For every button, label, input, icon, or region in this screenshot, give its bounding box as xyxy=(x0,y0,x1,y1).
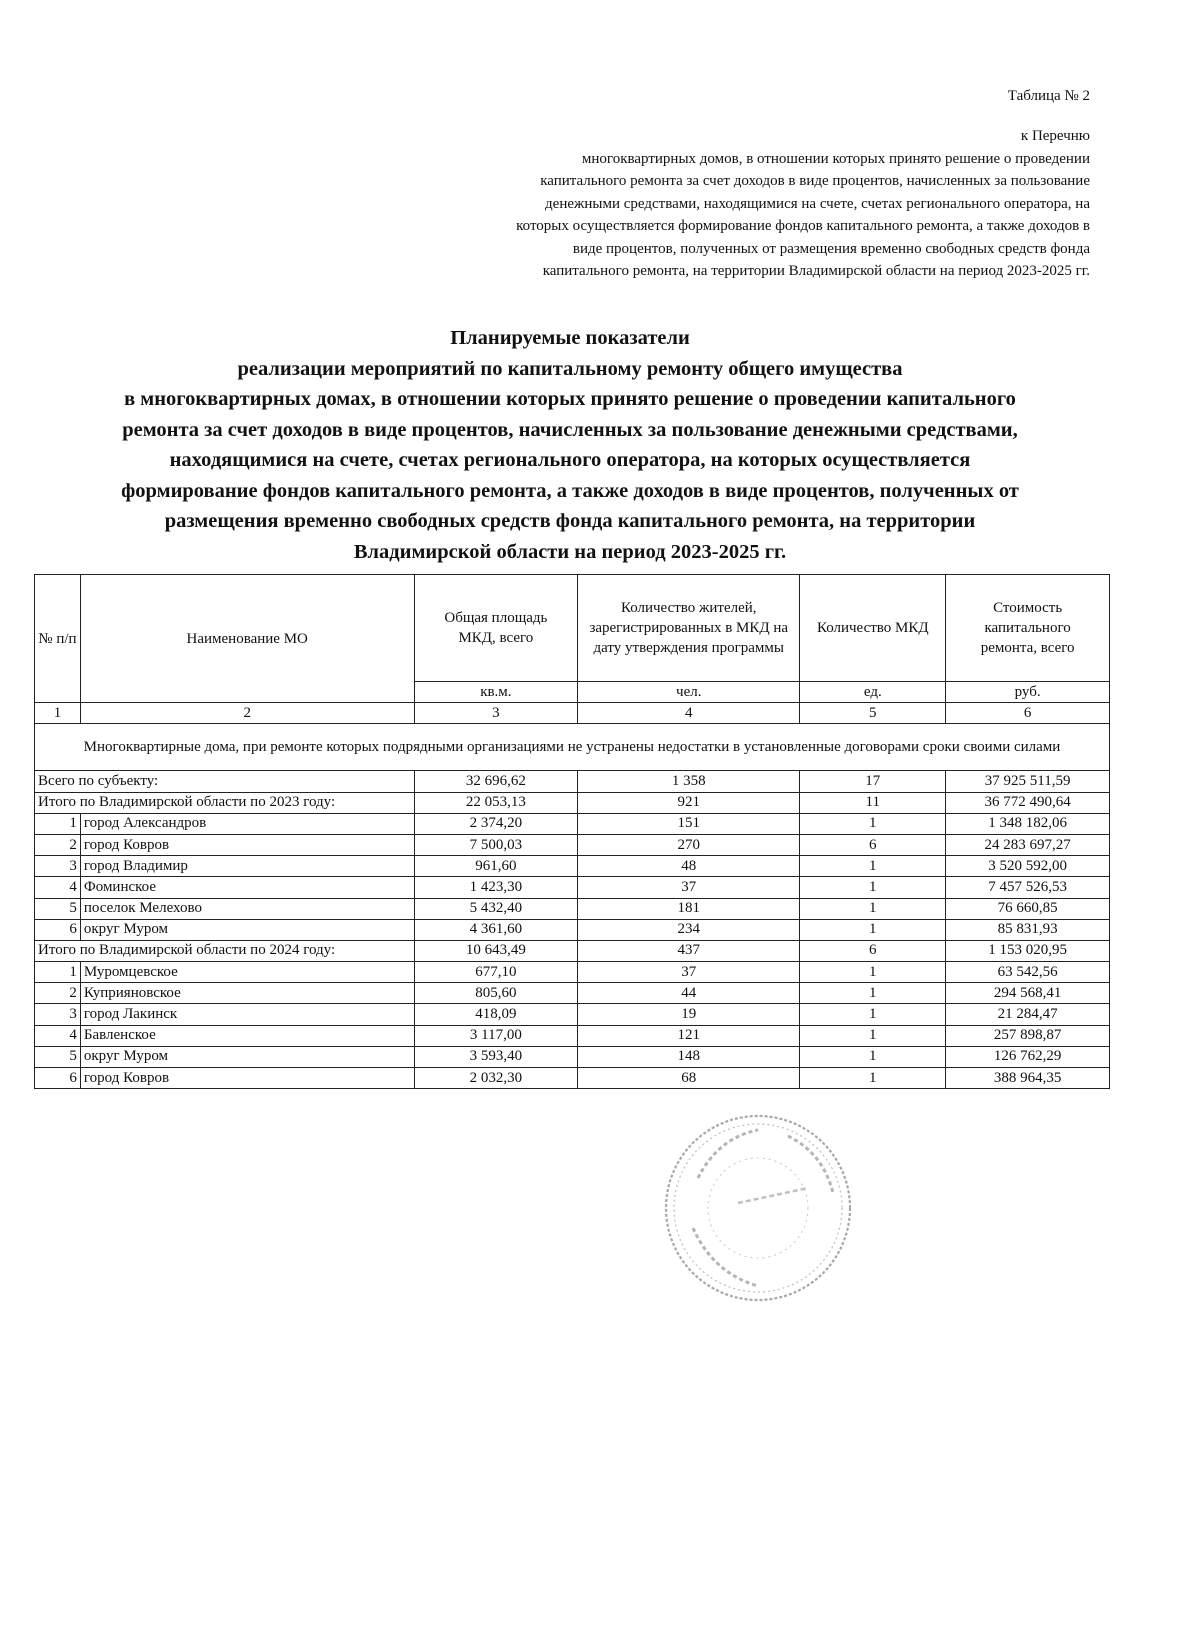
row-name: город Владимир xyxy=(80,856,414,877)
appendix-line: виде процентов, полученных от размещения временно свободных средств фонда xyxy=(572,240,1090,257)
column-number: 4 xyxy=(578,703,800,724)
row-cost: 63 542,56 xyxy=(946,962,1110,983)
row-name: Бавленское xyxy=(80,1025,414,1046)
row-name: город Лакинск xyxy=(80,1004,414,1025)
row-residents: 37 xyxy=(578,877,800,898)
row-name: город Александров xyxy=(80,813,414,834)
row-area: 5 432,40 xyxy=(414,898,578,919)
column-numbers-row xyxy=(35,703,1110,724)
row-num: 2 xyxy=(35,834,81,855)
table-row xyxy=(35,856,1110,877)
row-residents: 19 xyxy=(578,1004,800,1025)
row-num: 6 xyxy=(35,1068,81,1089)
row-name: поселок Мелехово xyxy=(80,898,414,919)
table-row xyxy=(35,1068,1110,1089)
row-count: 1 xyxy=(800,813,946,834)
row-name: Фоминское xyxy=(80,877,414,898)
column-number: 6 xyxy=(946,703,1110,724)
row-num: 6 xyxy=(35,919,81,940)
table-row xyxy=(35,813,1110,834)
unit-area: кв.м. xyxy=(414,682,578,703)
row-residents: 181 xyxy=(578,898,800,919)
row-count: 1 xyxy=(800,856,946,877)
row-num: 3 xyxy=(35,856,81,877)
table-row xyxy=(35,983,1110,1004)
group-count: 6 xyxy=(800,940,946,961)
table-row xyxy=(35,1025,1110,1046)
row-cost: 126 762,29 xyxy=(946,1046,1110,1067)
appendix-line: капитального ремонта, на территории Владимирской области на период 2023-2025 гг. xyxy=(542,263,1090,279)
row-residents: 121 xyxy=(578,1025,800,1046)
row-count: 1 xyxy=(800,1004,946,1025)
row-cost: 21 284,47 xyxy=(946,1004,1110,1025)
table-row xyxy=(35,1046,1110,1067)
row-area: 4 361,60 xyxy=(414,919,578,940)
row-name: город Ковров xyxy=(80,1068,414,1089)
appendix-line: которых осуществляется формирование фондов капитального ремонта, а также доходов в xyxy=(516,218,1090,234)
row-area: 805,60 xyxy=(414,983,578,1004)
title-line: ремонта за счет доходов в виде процентов, начисленных за пользование денежными средствами, xyxy=(122,418,1018,441)
row-area: 677,10 xyxy=(414,962,578,983)
total-row xyxy=(35,771,1110,792)
row-count: 1 xyxy=(800,1068,946,1089)
table-row xyxy=(35,898,1110,919)
row-cost: 76 660,85 xyxy=(946,898,1110,919)
appendix-line: капитального ремонта за счет доходов в виде процентов, начисленных за пользование xyxy=(540,173,1090,189)
row-num: 5 xyxy=(35,898,81,919)
row-num: 1 xyxy=(35,962,81,983)
row-residents: 44 xyxy=(578,983,800,1004)
header-area: Общая площадь МКД, всего xyxy=(414,575,578,682)
row-area: 418,09 xyxy=(414,1004,578,1025)
table-row xyxy=(35,919,1110,940)
row-num: 5 xyxy=(35,1046,81,1067)
row-area: 3 593,40 xyxy=(414,1046,578,1067)
row-num: 4 xyxy=(35,1025,81,1046)
title-line: реализации мероприятий по капитальному ремонту общего имущества xyxy=(237,357,903,380)
group-total-row xyxy=(35,940,1110,961)
row-num: 3 xyxy=(35,1004,81,1025)
row-cost: 388 964,35 xyxy=(946,1068,1110,1089)
group-area: 22 053,13 xyxy=(414,792,578,813)
header-num: № п/п xyxy=(35,575,81,703)
appendix-line: многоквартирных домов, в отношении которых принято решение о проведении xyxy=(581,150,1090,167)
row-cost: 257 898,87 xyxy=(946,1025,1110,1046)
row-area: 961,60 xyxy=(414,856,578,877)
unit-count: ед. xyxy=(800,682,946,703)
row-residents: 234 xyxy=(578,919,800,940)
row-area: 3 117,00 xyxy=(414,1025,578,1046)
row-cost: 3 520 592,00 xyxy=(946,856,1110,877)
section-row xyxy=(35,724,1110,771)
row-num: 2 xyxy=(35,983,81,1004)
row-area: 2 374,20 xyxy=(414,813,578,834)
header-count: Количество МКД xyxy=(800,575,946,682)
group-total-row xyxy=(35,792,1110,813)
row-residents: 48 xyxy=(578,856,800,877)
row-cost: 294 568,41 xyxy=(946,983,1110,1004)
row-cost: 1 348 182,06 xyxy=(946,813,1110,834)
row-residents: 270 xyxy=(578,834,800,855)
row-name: округ Муром xyxy=(80,1046,414,1067)
row-area: 1 423,30 xyxy=(414,877,578,898)
row-cost: 24 283 697,27 xyxy=(946,834,1110,855)
row-count: 1 xyxy=(800,1046,946,1067)
group-residents: 437 xyxy=(578,940,800,961)
row-count: 1 xyxy=(800,898,946,919)
appendix-line: денежными средствами, находящимися на счете, счетах регионального оператора, на xyxy=(545,195,1090,212)
table-row xyxy=(35,877,1110,898)
header-cost: Стоимость капитального ремонта, всего xyxy=(946,575,1110,682)
row-count: 6 xyxy=(800,834,946,855)
row-residents: 148 xyxy=(578,1046,800,1067)
column-number: 3 xyxy=(414,703,578,724)
appendix-line: к Перечню xyxy=(1020,128,1090,144)
total-area: 32 696,62 xyxy=(414,771,578,792)
title-line: размещения временно свободных средств фонда капитального ремонта, на территории xyxy=(164,510,976,532)
total-label: Всего по субъекту: xyxy=(35,771,415,792)
unit-residents: чел. xyxy=(578,682,800,703)
row-num: 1 xyxy=(35,813,81,834)
document-title xyxy=(40,323,1100,567)
row-count: 1 xyxy=(800,962,946,983)
row-residents: 37 xyxy=(578,962,800,983)
total-cost: 37 925 511,59 xyxy=(946,771,1110,792)
table-row xyxy=(35,962,1110,983)
row-area: 2 032,30 xyxy=(414,1068,578,1089)
table-row xyxy=(35,834,1110,855)
header-residents: Количество жителей, зарегистрированных в МКД на дату утверждения программы xyxy=(578,575,800,682)
title-line: находящимися на счете, счетах регионального оператора, на которых осуществляется xyxy=(169,449,971,471)
column-number: 5 xyxy=(800,703,946,724)
group-cost: 1 153 020,95 xyxy=(946,940,1110,961)
row-residents: 68 xyxy=(578,1068,800,1089)
appendix-note xyxy=(410,125,1090,283)
group-area: 10 643,49 xyxy=(414,940,578,961)
row-name: город Ковров xyxy=(80,834,414,855)
unit-cost: руб. xyxy=(946,682,1110,703)
row-name: Муромцевское xyxy=(80,962,414,983)
header-name: Наименование МО xyxy=(80,575,414,703)
group-residents: 921 xyxy=(578,792,800,813)
group-count: 11 xyxy=(800,792,946,813)
row-cost: 7 457 526,53 xyxy=(946,877,1110,898)
row-name: округ Муром xyxy=(80,919,414,940)
row-num: 4 xyxy=(35,877,81,898)
table-header-row xyxy=(35,575,1110,682)
column-number: 1 xyxy=(35,703,81,724)
row-count: 1 xyxy=(800,983,946,1004)
row-count: 1 xyxy=(800,919,946,940)
total-count: 17 xyxy=(800,771,946,792)
title-line: формирование фондов капитального ремонта, а также доходов в виде процентов, полученных от xyxy=(121,479,1019,502)
title-line: в многоквартирных домах, в отношении которых принято решение о проведении капитального xyxy=(124,388,1016,410)
table-row xyxy=(35,1004,1110,1025)
row-residents: 151 xyxy=(578,813,800,834)
row-cost: 85 831,93 xyxy=(946,919,1110,940)
column-number: 2 xyxy=(80,703,414,724)
group-label: Итого по Владимирской области по 2024 году: xyxy=(35,940,415,961)
group-label: Итого по Владимирской области по 2023 году: xyxy=(35,792,415,813)
section-title: Многоквартирные дома, при ремонте которых подрядными организациями не устранены недостатки в установленные договорами сроки своими силами xyxy=(35,724,1110,771)
title-line: Планируемые показатели xyxy=(450,327,690,349)
row-name: Куприяновское xyxy=(80,983,414,1004)
table-number: Таблица № 2 xyxy=(1007,88,1090,104)
total-residents: 1 358 xyxy=(578,771,800,792)
title-line: Владимирской области на период 2023-2025 гг. xyxy=(353,540,787,563)
group-cost: 36 772 490,64 xyxy=(946,792,1110,813)
indicators-table xyxy=(34,574,1110,1089)
row-count: 1 xyxy=(800,1025,946,1046)
round-seal-icon xyxy=(658,1108,858,1308)
row-area: 7 500,03 xyxy=(414,834,578,855)
row-count: 1 xyxy=(800,877,946,898)
